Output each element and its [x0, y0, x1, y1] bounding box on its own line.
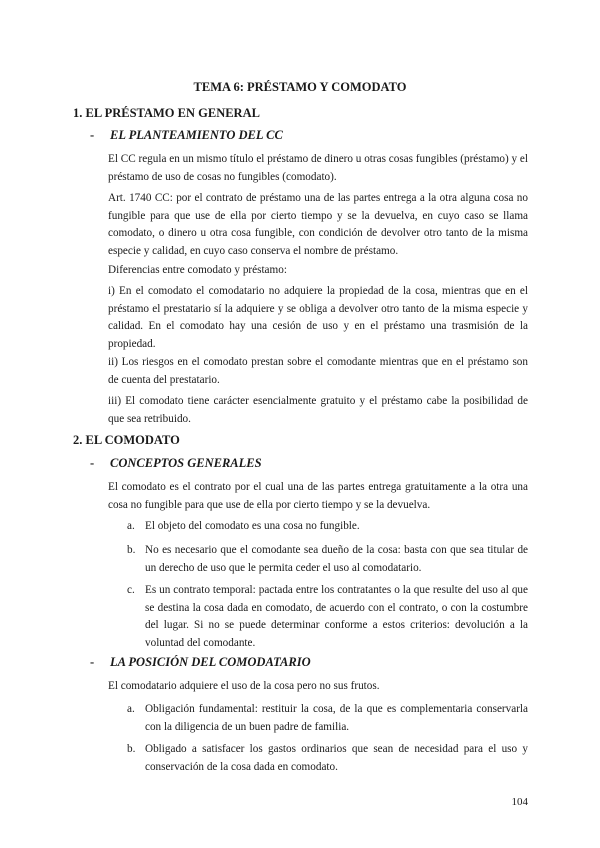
paragraph: iii) El comodato tiene carácter esencialmente gratuito y el préstamo cabe la posibilidad de que sea retribuido. [108, 395, 528, 425]
subheading-posicion [90, 655, 311, 670]
dash-marker: - [90, 456, 95, 470]
list-item-text: Obligado a satisfacer los gastos ordinarios que sean de necesidad para el uso y conservación de la cosa dada en comodato. [145, 743, 528, 773]
list-item [127, 542, 528, 577]
list-item-text: No es necesario que el comodante sea dueño de la cosa: basta con que sea titular de un derecho de uso que le permita ceder el uso al comodatario. [145, 544, 528, 574]
paragraph: i) En el comodato el comodatario no adquiere la propiedad de la cosa, mientras que en el préstamo el prestatario sí la adquiere y se obliga a devolver otro tanto de la misma especie y calidad. En el comodato hay una cesión de uso y en el préstamo una trasmisión de la propiedad. [108, 285, 528, 350]
list-marker: a. [127, 703, 135, 715]
list-item [127, 741, 528, 776]
list-item [127, 518, 528, 536]
list-marker: a. [127, 520, 135, 532]
page-number: 104 [511, 796, 528, 808]
paragraph: ii) Los riesgos en el comodato prestan sobre el comodante mientras que en el préstamo son de cuenta del prestatario. [108, 356, 528, 386]
paragraph: Diferencias entre comodato y préstamo: [108, 264, 287, 276]
paragraph: El CC regula en un mismo título el préstamo de dinero u otras cosas fungibles (préstamo) y el préstamo de uso de cosas no fungibles (comodato). [108, 153, 528, 183]
paragraph: El comodato es el contrato por el cual una de las partes entrega gratuitamente a la otra una cosa no fungible para que use de ella por cierto tiempo y se la devuelva. [108, 481, 528, 511]
section-heading-prestamo: 1. EL PRÉSTAMO EN GENERAL [73, 106, 260, 120]
dash-marker: - [90, 655, 95, 669]
paragraph: El comodatario adquiere el uso de la cosa pero no sus frutos. [108, 680, 380, 692]
subheading-planteamiento [90, 128, 283, 143]
paragraph: Art. 1740 CC: por el contrato de préstamo una de las partes entrega a la otra alguna cosa no fungible para que use de ella por cierto tiempo y se la devuelva, en cuyo caso se llama comodato, o dinero u otra cosa fungible, con condición de devolver otro tanto de la misma especie y calidad, en cuyo caso conserva el nombre de préstamo. [108, 192, 528, 257]
list-item [127, 582, 528, 652]
list-marker: c. [127, 584, 135, 596]
subheading-text: LA POSICIÓN DEL COMODATARIO [110, 655, 311, 669]
list-item-text: El objeto del comodato es una cosa no fungible. [145, 520, 360, 532]
page-title: TEMA 6: PRÉSTAMO Y COMODATO [193, 80, 407, 94]
section-heading-comodato: 2. EL COMODATO [73, 433, 180, 447]
dash-marker: - [90, 128, 95, 142]
list-item-text: Es un contrato temporal: pactada entre los contratantes o la que resulte del uso al que se destina la cosa dada en comodato, de acuerdo con el contrato, o con la costumbre del lugar. Si no se puede determinar conforme a estos criterios: devolución a la voluntad del comodante. [145, 584, 528, 649]
subheading-conceptos [90, 456, 262, 471]
subheading-text: EL PLANTEAMIENTO DEL CC [110, 128, 283, 142]
list-item [127, 701, 528, 736]
subheading-text: CONCEPTOS GENERALES [110, 456, 262, 470]
list-item-text: Obligación fundamental: restituir la cosa, de la que es complementaria conservarla con la diligencia de un buen padre de familia. [145, 703, 528, 733]
list-marker: b. [127, 544, 136, 556]
list-marker: b. [127, 743, 136, 755]
